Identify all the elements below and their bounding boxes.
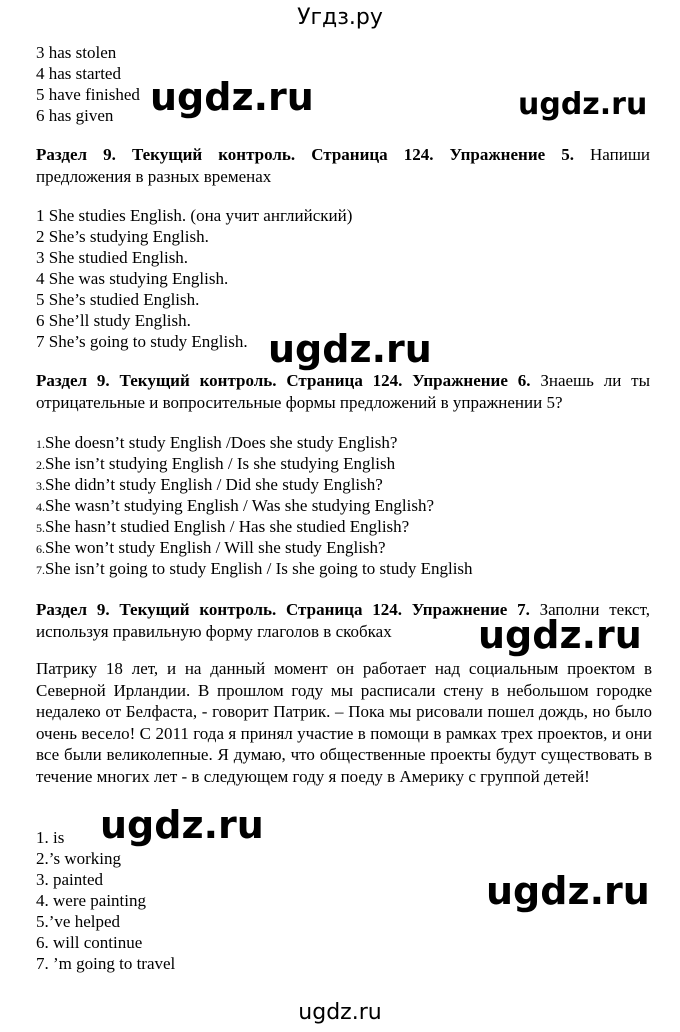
watermark: ugdz.ru bbox=[150, 75, 314, 119]
exercise-6-number: 5. bbox=[36, 521, 45, 535]
site-title: Угдз.ру bbox=[297, 5, 383, 30]
exercise-5-answer: 6 She’ll study English. bbox=[36, 311, 191, 330]
exercise-6-heading bbox=[36, 370, 650, 414]
exercise-6-answer: 1.She doesn’t study English /Does she study English? bbox=[36, 433, 398, 452]
exercise-5-answer: 4 She was studying English. bbox=[36, 269, 229, 288]
exercise-6-heading-bold: Раздел 9. Текущий контроль. Страница 124. Упражнение 6. bbox=[36, 371, 531, 390]
exercise-6-answer: 3.She didn’t study English / Did she study English? bbox=[36, 475, 383, 494]
exercise-7-heading-bold: Раздел 9. Текущий контроль. Страница 124. Упражнение 7. bbox=[36, 600, 530, 619]
exercise-7-answer: 2.’s working bbox=[36, 849, 121, 868]
prev-answer-3: 3 has stolen bbox=[36, 43, 117, 62]
exercise-7-paragraph: Патрику 18 лет, и на данный момент он работает над социальным проектом в Северной Ирландии. В прошлом году мы расписали стену в небольшом городке недалеко от Белфаста, - говорит Патрик. – Пока мы рисовали пошел дождь, но было очень весело! С 2011 года я принял участие в помощи в рамках трех проектов, и они все были великолепные. Я думаю, что общественные проекты будут существовать в течение многих лет - в следующем году я поеду в Америку с группой детей! bbox=[36, 659, 652, 786]
prev-answer-5: 5 have finished bbox=[36, 85, 140, 104]
exercise-7-answer: 3. painted bbox=[36, 870, 104, 889]
exercise-5-answer: 5 She’s studied English. bbox=[36, 290, 200, 309]
exercise-7-answer: 1. is bbox=[36, 828, 65, 847]
exercise-6-number: 4. bbox=[36, 500, 45, 514]
prev-answer-6: 6 has given bbox=[36, 106, 114, 125]
exercise-5-heading bbox=[36, 144, 650, 188]
exercise-7-answer: 6. will continue bbox=[36, 933, 143, 952]
exercise-6-number: 1. bbox=[36, 437, 45, 451]
exercise-7-answer: 7. ’m going to travel bbox=[36, 954, 176, 973]
exercise-7-heading-text: Заполни текст, используя правильную форму глаголов в скобках bbox=[36, 600, 650, 641]
watermark: ugdz.ru bbox=[268, 327, 432, 371]
exercise-6-answer: 5.She hasn’t studied English / Has she studied English? bbox=[36, 517, 410, 536]
exercise-6-number: 3. bbox=[36, 479, 45, 493]
exercise-7-answer: 4. were painting bbox=[36, 891, 146, 910]
prev-answer-4: 4 has started bbox=[36, 64, 121, 83]
exercise-6-answer: 2.She isn’t studying English / Is she studying English bbox=[36, 454, 396, 473]
exercise-7-answer: 5.’ve helped bbox=[36, 912, 121, 931]
exercise-6-number: 6. bbox=[36, 542, 45, 556]
watermark: ugdz.ru bbox=[478, 613, 642, 657]
footer-watermark: ugdz.ru bbox=[298, 1000, 382, 1025]
watermark: ugdz.ru bbox=[100, 803, 264, 847]
exercise-5-answer: 2 She’s studying English. bbox=[36, 227, 209, 246]
exercise-6-answer: 6.She won’t study English / Will she study English? bbox=[36, 538, 386, 557]
exercise-5-answer: 3 She studied English. bbox=[36, 248, 189, 267]
watermark: ugdz.ru bbox=[518, 87, 648, 122]
exercise-6-number: 2. bbox=[36, 458, 45, 472]
watermark: ugdz.ru bbox=[486, 869, 650, 913]
exercise-6-number: 7. bbox=[36, 563, 45, 577]
exercise-6-answer: 4.She wasn’t studying English / Was she studying English? bbox=[36, 496, 434, 515]
exercise-6-answer: 7.She isn’t going to study English / Is she going to study English bbox=[36, 559, 473, 578]
exercise-5-heading-bold: Раздел 9. Текущий контроль. Страница 124. Упражнение 5. bbox=[36, 145, 574, 164]
exercise-5-answer: 1 She studies English. (она учит английский) bbox=[36, 206, 353, 225]
exercise-6-heading-text: Знаешь ли ты отрицательные и вопросительные формы предложений в упражнении 5? bbox=[36, 371, 651, 412]
exercise-5-heading-text: Напиши предложения в разных временах bbox=[36, 145, 651, 186]
exercise-5-answer: 7 She’s going to study English. bbox=[36, 332, 248, 351]
